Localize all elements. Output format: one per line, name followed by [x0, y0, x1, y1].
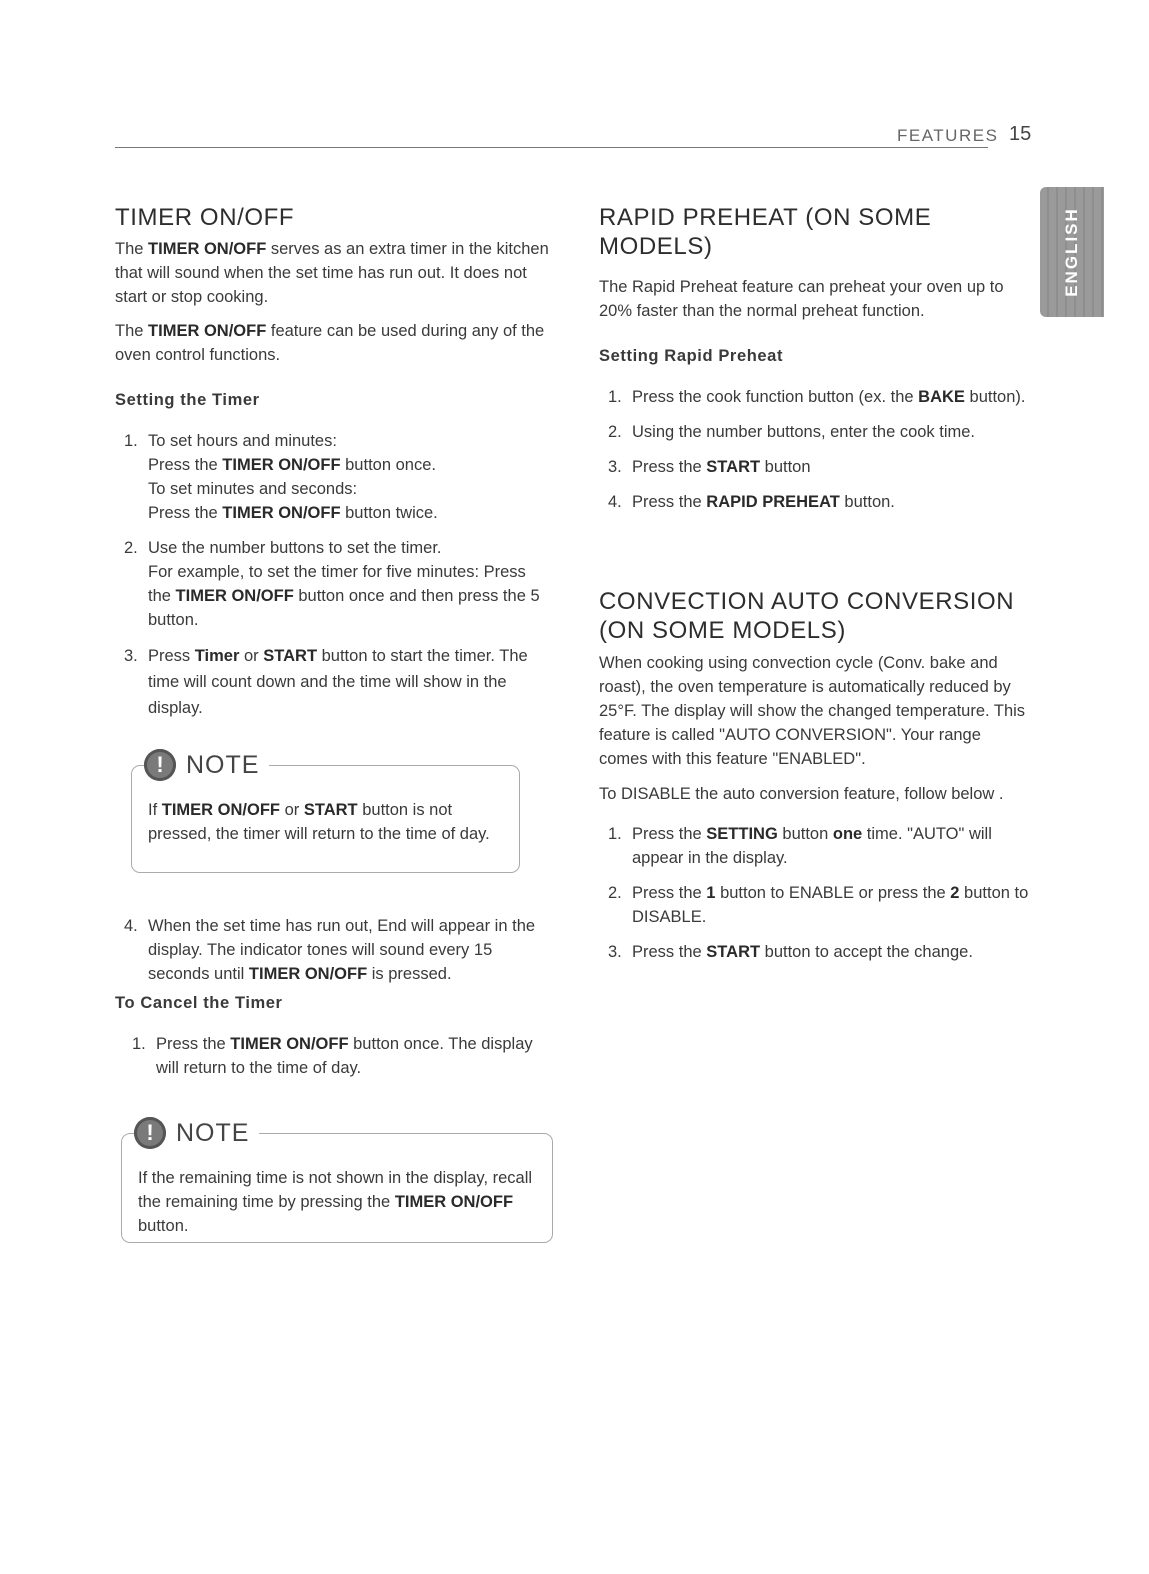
timer-usage: The TIMER ON/OFF feature can be used during any of the oven control functions.	[115, 322, 545, 364]
convection-section	[599, 587, 1029, 964]
convection-step: 3. Press the START button to accept the change.	[608, 943, 973, 961]
section-title: FEATURES	[897, 126, 999, 145]
rapid-step: 3. Press the START button	[608, 458, 811, 476]
cancel-note	[121, 1119, 553, 1243]
setting-timer-heading: Setting the Timer	[115, 391, 260, 409]
rapid-preheat-title: RAPID PREHEAT (ON SOME MODELS)	[599, 204, 932, 260]
page-number: 15	[1009, 123, 1032, 145]
note-label: NOTE	[186, 751, 260, 779]
rapid-preheat-section	[599, 203, 1034, 514]
timer-step: 4. When the set time has run out, End will appear in the display. The indicator tones will sound every 15 seconds until TIMER ON/OFF is pressed.	[124, 917, 536, 983]
warning-icon: !	[144, 749, 176, 781]
timer-step: 2. Use the number buttons to set the timer. For example, to set the timer for five minutes: Press the TIMER ON/OFF button once and then press the 5 button.	[124, 539, 540, 629]
warning-icon: !	[134, 1117, 166, 1149]
timer-section-continued	[115, 914, 550, 1080]
setting-timer-steps	[115, 429, 550, 721]
convection-intro: When cooking using convection cycle (Conv. bake and roast), the oven temperature is automatically reduced by 25°F. The display will show the changed temperature. This feature is called "AUTO CONVERSION". Your range comes with this feature "ENABLED".	[599, 654, 1026, 768]
header-rule	[115, 147, 988, 148]
convection-step: 1. Press the SETTING button one time. "AUTO" will appear in the display.	[608, 825, 992, 867]
note-header	[144, 749, 269, 781]
rapid-step: 1. Press the cook function button (ex. the BAKE button).	[608, 388, 1026, 406]
rapid-preheat-steps	[599, 385, 1034, 514]
note-text: If the remaining time is not shown in the display, recall the remaining time by pressing the TIMER ON/OFF button.	[138, 1169, 533, 1235]
note-text: If TIMER ON/OFF or START button is not pressed, the timer will return to the time of day.	[148, 801, 490, 843]
timer-intro: The TIMER ON/OFF serves as an extra timer in the kitchen that will sound when the set time has run out. It does not start or stop cooking.	[115, 240, 549, 306]
timer-steps-continued	[115, 914, 550, 986]
setting-rapid-preheat-heading: Setting Rapid Preheat	[599, 347, 784, 365]
convection-steps	[599, 822, 1029, 964]
cancel-step: 1. Press the TIMER ON/OFF button once. The display will return to the time of day.	[132, 1035, 533, 1077]
language-tab	[1040, 187, 1104, 317]
convection-step: 2. Press the 1 button to ENABLE or press the 2 button to DISABLE.	[608, 884, 1029, 926]
cancel-timer-steps	[115, 1032, 550, 1080]
language-tab-label: ENGLISH	[1062, 207, 1081, 297]
timer-step: 3. Press Timer or START button to start the timer. The time will count down and the time will show in the display.	[124, 647, 528, 717]
timer-step: 1. To set hours and minutes: Press the TIMER ON/OFF button once. To set minutes and seconds: Press the TIMER ON/OFF button twice.	[124, 432, 438, 522]
note-label: NOTE	[176, 1119, 250, 1147]
rapid-preheat-intro: The Rapid Preheat feature can preheat your oven up to 20% faster than the normal preheat function.	[599, 278, 1004, 320]
convection-title: CONVECTION AUTO CONVERSION (ON SOME MODELS)	[599, 588, 1015, 644]
timer-title: TIMER ON/OFF	[115, 204, 295, 231]
timer-section	[115, 203, 550, 721]
rapid-step: 4. Press the RAPID PREHEAT button.	[608, 493, 895, 511]
timer-note	[131, 751, 520, 873]
cancel-timer-heading: To Cancel the Timer	[115, 994, 283, 1012]
note-header	[134, 1117, 259, 1149]
rapid-step: 2. Using the number buttons, enter the cook time.	[608, 423, 976, 441]
convection-disable-text: To DISABLE the auto conversion feature, follow below .	[599, 785, 1004, 803]
